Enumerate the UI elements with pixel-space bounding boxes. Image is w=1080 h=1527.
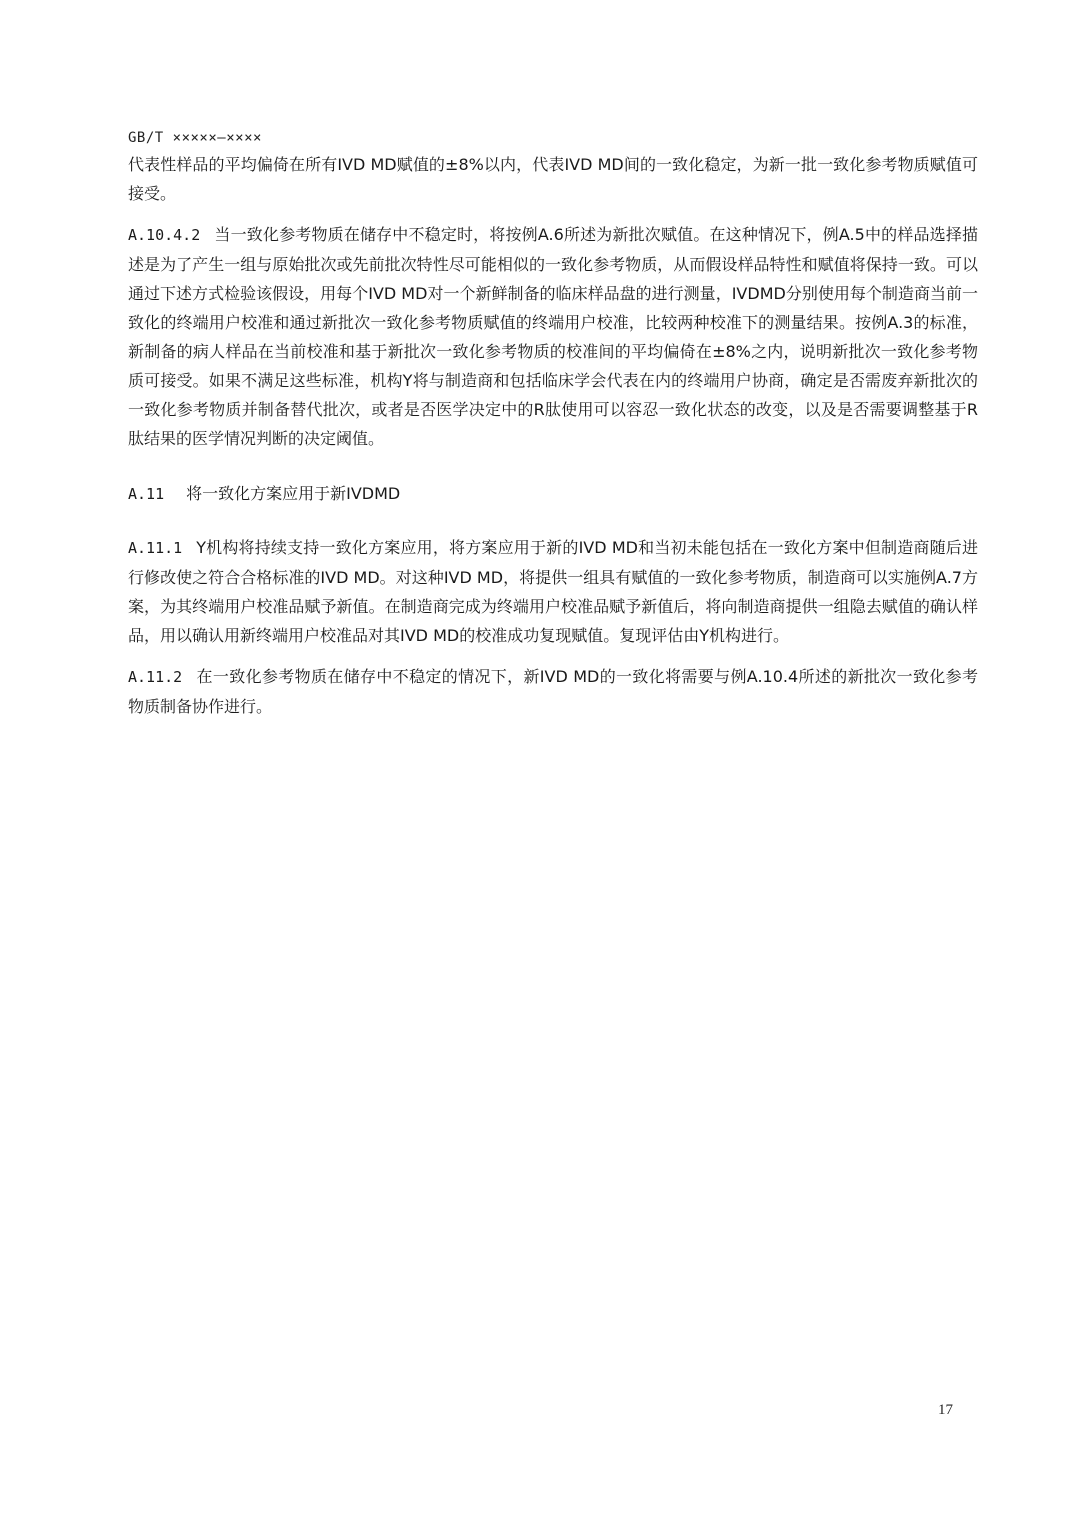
clause-a-11-1-text: Y机构将持续支持一致化方案应用，将方案应用于新的IVD MD和当初未能包括在一致化方案中但制造商随后进行修改使之符合合格标准的IVD MD。对这种IVD MD，将提供一组具有赋值的一致化参考物质，制造商可以实施例A.7方案，为其终端用户校准品赋予新值。在制造商完成为终端用户校准品赋予新值后，将向制造商提供一组隐去赋值的确认样品，用以确认用新终端用户校准品对其IVD MD的校准成功复现赋值。复现评估由Y机构进行。	[128, 538, 978, 645]
paragraph-intro-text: 代表性样品的平均偏倚在所有IVD MD赋值的±8%以内，代表IVD MD间的一致化稳定，为新一批一致化参考物质赋值可接受。	[128, 155, 978, 203]
clause-a-10-4-2-number: A.10.4.2	[128, 226, 201, 244]
clause-a-11-2-number: A.11.2	[128, 668, 183, 686]
section-a-11-number: A.11	[128, 485, 165, 503]
clause-a-11-2	[128, 662, 978, 721]
clause-a-11-2-text: 在一致化参考物质在储存中不稳定的情况下，新IVD MD的一致化将需要与例A.10.4所述的新批次一致化参考物质制备协作进行。	[128, 667, 978, 716]
clause-a-10-4-2-text: 当一致化参考物质在储存中不稳定时，将按例A.6所述为新批次赋值。在这种情况下，例A.5中的样品选择描述是为了产生一组与原始批次或先前批次特性尽可能相似的一致化参考物质，从而假设样品特性和赋值将保持一致。可以通过下述方式检验该假设，用每个IVD MD对一个新鲜制备的临床样品盘的进行测量，IVDMD分别使用每个制造商当前一致化的终端用户校准和通过新批次一致化参考物质赋值的终端用户校准，比较两种校准下的测量结果。按例A.3的标准，新制备的病人样品在当前校准和基于新批次一致化参考物质的校准间的平均偏倚在±8%之内，说明新批次一致化参考物质可接受。如果不满足这些标准，机构Y将与制造商和包括临床学会代表在内的终端用户协商，确定是否需废弃新批次的一致化参考物质并制备替代批次，或者是否医学决定中的R肽使用可以容忍一致化状态的改变，以及是否需要调整基于R肽结果的医学情况判断的决定阈值。	[128, 225, 978, 448]
section-a-11-title: 将一致化方案应用于新IVDMD	[186, 484, 401, 503]
clause-a-10-4-2	[128, 220, 978, 453]
page-number: 17	[938, 1402, 953, 1418]
paragraph-intro	[128, 150, 978, 208]
standard-code-header: GB/T ×××××—××××	[128, 130, 262, 146]
clause-a-11-1-number: A.11.1	[128, 539, 183, 557]
section-heading-a-11	[128, 479, 978, 509]
document-body	[128, 150, 978, 721]
clause-a-11-1	[128, 533, 978, 650]
